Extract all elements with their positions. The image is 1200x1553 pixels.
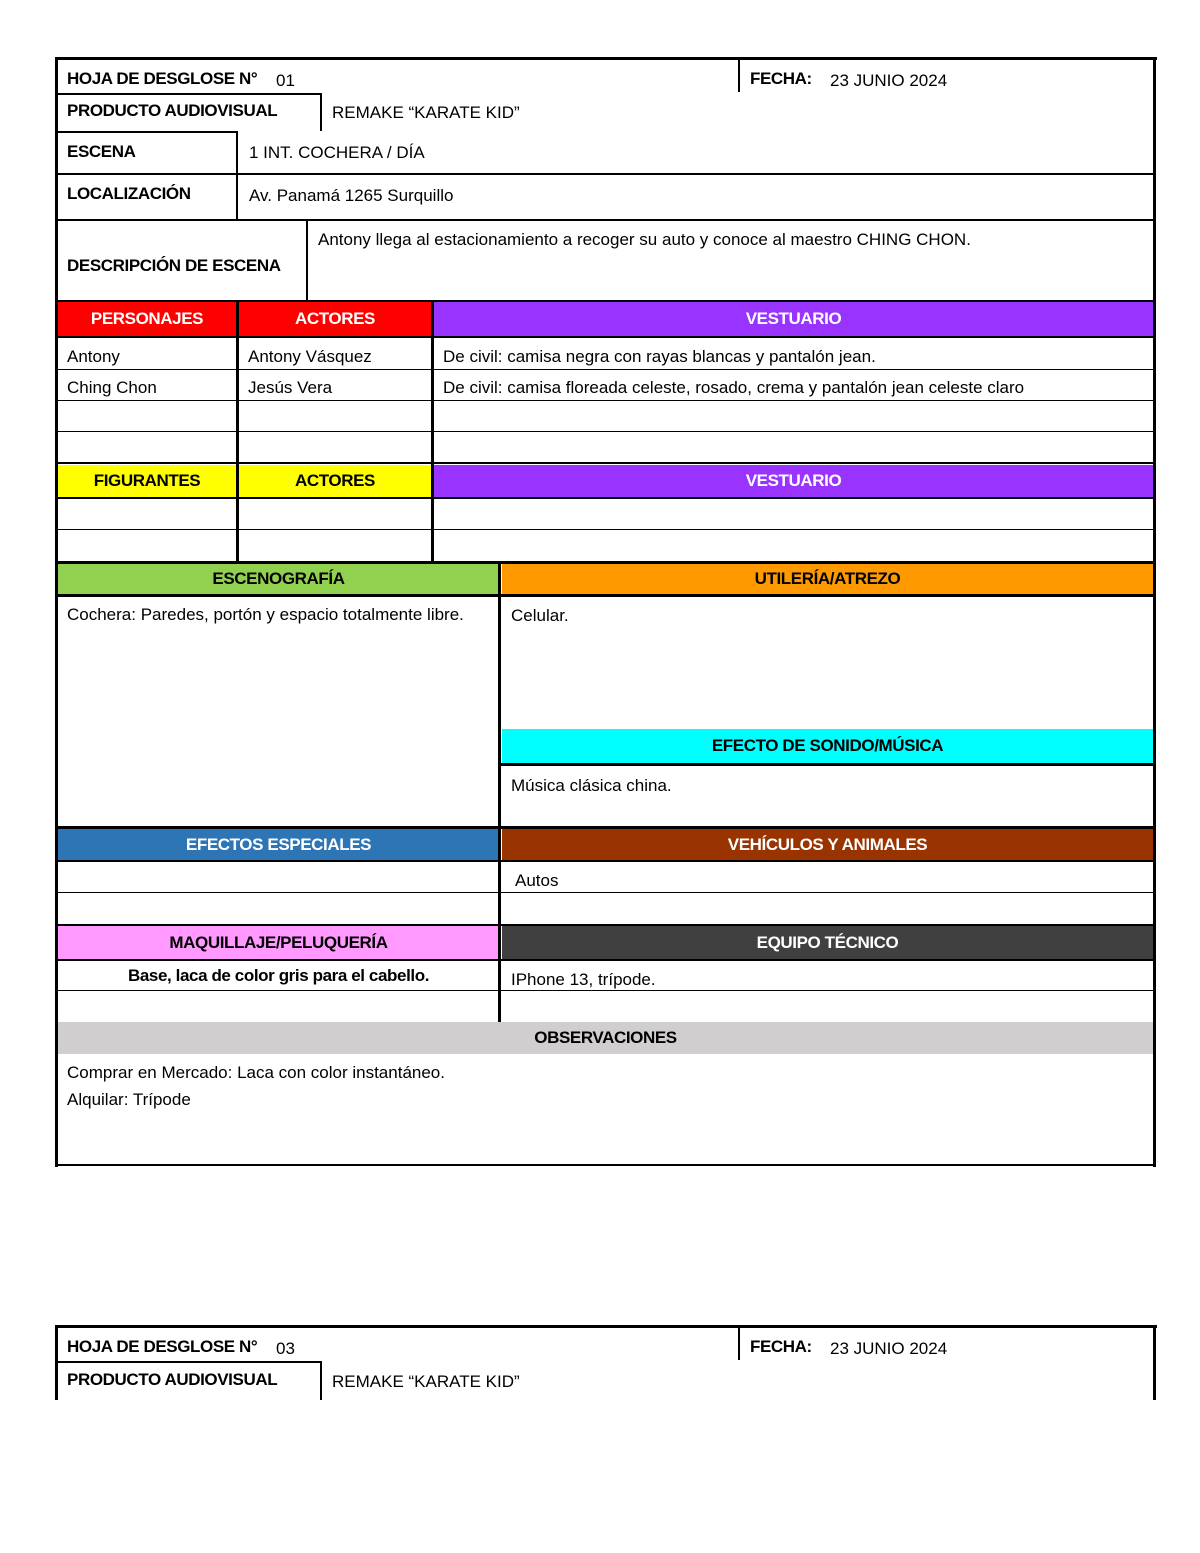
row-line	[57, 529, 1154, 530]
utileria-header: UTILERÍA/ATREZO	[502, 564, 1153, 594]
row-line	[57, 959, 1154, 961]
cast-vestuario-2: De civil: camisa floreada celeste, rosado, crema y pantalón jean celeste claro	[443, 378, 1025, 397]
frame-left	[55, 57, 58, 1167]
fecha-label: FECHA:	[750, 1337, 812, 1356]
fecha-label: FECHA:	[750, 69, 812, 88]
row-line	[57, 336, 1154, 338]
actores-header: ACTORES	[239, 302, 431, 336]
row-line	[57, 131, 237, 133]
row-line	[57, 173, 1154, 175]
hoja-number: 03	[276, 1339, 295, 1358]
producto-label: PRODUCTO AUDIOVISUAL	[67, 101, 278, 120]
row-line	[57, 219, 1154, 221]
vestuario-figurantes-header: VESTUARIO	[434, 465, 1153, 497]
localizacion-label: LOCALIZACIÓN	[67, 184, 191, 203]
col-divider	[431, 300, 434, 562]
maquillaje-value: Base, laca de color gris para el cabello.	[127, 966, 430, 985]
sonido-header: EFECTO DE SONIDO/MÚSICA	[502, 729, 1153, 763]
cast-actor-1: Antony Vásquez	[248, 347, 372, 366]
fecha-value: 23 JUNIO 2024	[830, 71, 948, 90]
row-line	[57, 431, 1154, 432]
frame-top	[55, 1325, 1157, 1328]
observaciones-line-1: Comprar en Mercado: Laca con color instantáneo.	[67, 1063, 445, 1082]
efectos-header: EFECTOS ESPECIALES	[58, 829, 499, 860]
personajes-header: PERSONAJES	[58, 302, 236, 336]
col-divider-middle	[498, 561, 501, 1022]
localizacion-divider	[236, 175, 238, 219]
row-line	[57, 990, 1154, 991]
equipo-header: EQUIPO TÉCNICO	[502, 926, 1153, 959]
frame-bottom	[55, 1164, 1156, 1166]
fecha-divider	[738, 60, 740, 92]
localizacion-value: Av. Panamá 1265 Surquillo	[249, 186, 454, 205]
producto-label: PRODUCTO AUDIOVISUAL	[67, 1370, 278, 1389]
escenografia-header: ESCENOGRAFÍA	[58, 564, 499, 594]
maquillaje-header: MAQUILLAJE/PELUQUERÍA	[58, 926, 499, 959]
vehiculos-value: Autos	[515, 871, 559, 890]
utileria-value: Celular.	[511, 606, 569, 625]
hoja-number: 01	[276, 71, 295, 90]
equipo-value: IPhone 13, trípode.	[511, 970, 656, 989]
producto-divider	[320, 93, 322, 131]
row-line	[57, 497, 1154, 499]
hoja-label: HOJA DE DESGLOSE N°	[67, 69, 258, 88]
row-line	[500, 763, 1154, 766]
escena-divider	[236, 131, 238, 173]
producto-divider	[320, 1361, 322, 1400]
actores-figurantes-header: ACTORES	[239, 465, 431, 497]
row-line	[57, 300, 1154, 302]
cast-personaje-2: Ching Chon	[67, 378, 157, 397]
row-line	[57, 892, 1154, 893]
frame-right	[1153, 57, 1156, 1167]
row-line	[57, 462, 1154, 464]
row-line	[57, 594, 1154, 597]
escenografia-value: Cochera: Paredes, portón y espacio totalmente libre.	[67, 605, 464, 624]
producto-value: REMAKE “KARATE KID”	[332, 103, 520, 122]
hoja-label: HOJA DE DESGLOSE N°	[67, 1337, 258, 1356]
observaciones-header: OBSERVACIONES	[58, 1022, 1153, 1054]
row-line	[57, 93, 321, 95]
escena-label: ESCENA	[67, 142, 136, 161]
cast-vestuario-1: De civil: camisa negra con rayas blancas y pantalón jean.	[443, 347, 876, 366]
row-line	[57, 860, 1154, 862]
sonido-value: Música clásica china.	[511, 776, 672, 795]
figurantes-header: FIGURANTES	[58, 465, 236, 497]
fecha-divider	[738, 1328, 740, 1360]
observaciones-line-2: Alquilar: Trípode	[67, 1090, 191, 1109]
cast-personaje-1: Antony	[67, 347, 120, 366]
descripcion-divider	[306, 221, 308, 300]
cast-actor-2: Jesús Vera	[248, 378, 333, 397]
descripcion-label: DESCRIPCIÓN DE ESCENA	[67, 256, 281, 275]
vestuario-header: VESTUARIO	[434, 302, 1153, 336]
row-line	[57, 369, 1154, 370]
row-line	[57, 400, 1154, 401]
row-line	[57, 1361, 321, 1363]
producto-value: REMAKE “KARATE KID”	[332, 1372, 520, 1391]
fecha-value: 23 JUNIO 2024	[830, 1339, 948, 1358]
frame-right	[1153, 1325, 1156, 1400]
vehiculos-header: VEHÍCULOS Y ANIMALES	[502, 829, 1153, 860]
col-divider	[236, 300, 239, 562]
escena-value: 1 INT. COCHERA / DÍA	[249, 143, 425, 162]
frame-top	[55, 57, 1157, 60]
descripcion-value: Antony llega al estacionamiento a recoger su auto y conoce al maestro CHING CHON.	[318, 230, 971, 249]
